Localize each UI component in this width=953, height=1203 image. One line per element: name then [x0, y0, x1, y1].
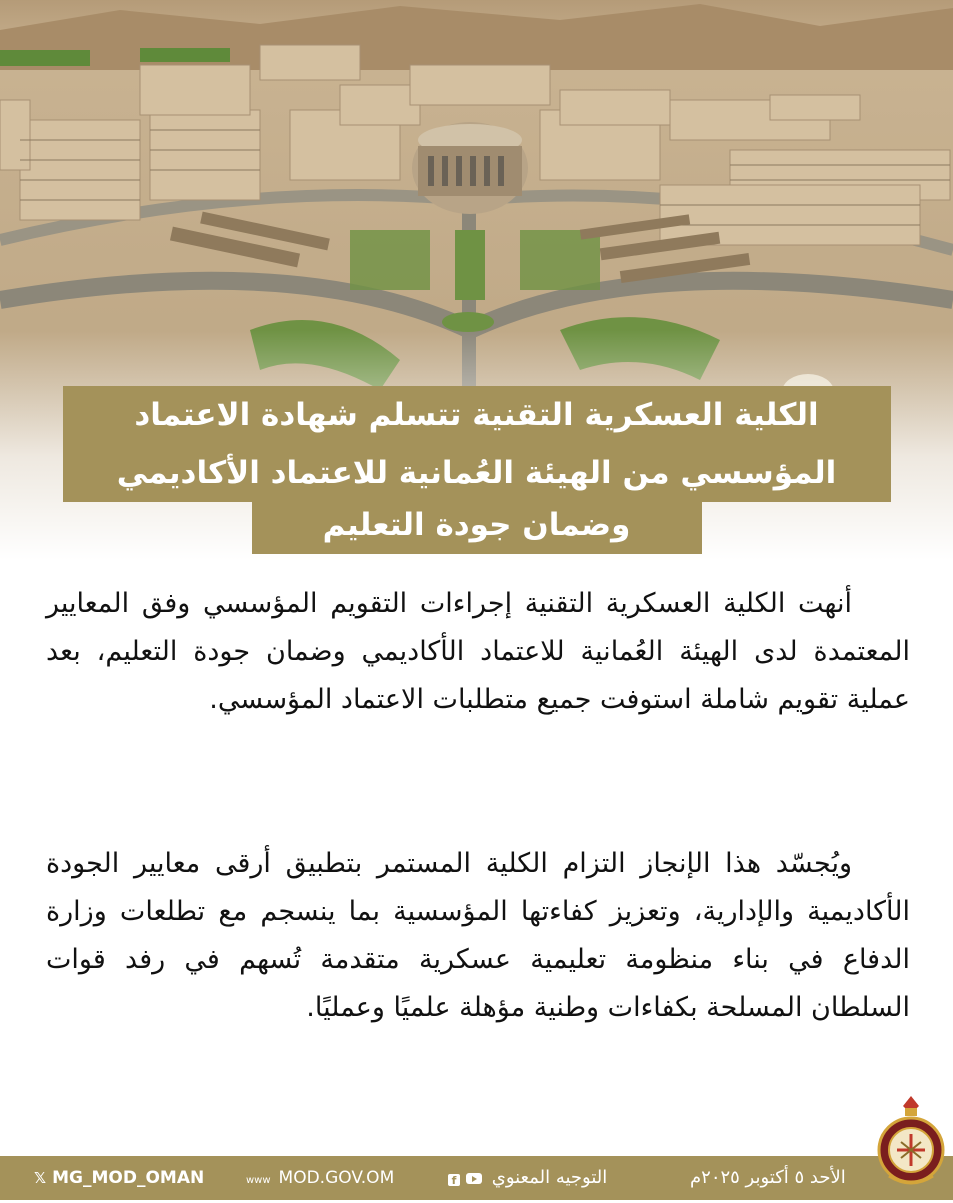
emblem-icon: [875, 1094, 947, 1194]
website-link[interactable]: [246, 1156, 394, 1200]
x-icon: 𝕏: [34, 1169, 47, 1187]
facebook-icon[interactable]: f: [448, 1174, 460, 1186]
headline-banner: [0, 386, 953, 554]
media-accounts[interactable]: [448, 1156, 607, 1200]
body-paragraph-1: أنهت الكلية العسكرية التقنية إجراءات التقويم المؤسسي وفق المعايير المعتمدة لدى الهيئة العُمانية للاعتماد الأكاديمي وضمان جودة التعليم، بعد عملية تقويم شاملة استوفت جميع متطلبات الاعتماد المؤسسي.: [46, 588, 910, 715]
headline-line-1: الكلية العسكرية التقنية تتسلم شهادة الاعتماد: [63, 386, 891, 444]
headline-line-2: المؤسسي من الهيئة العُمانية للاعتماد الأكاديمي: [63, 444, 891, 502]
website-text: MOD.GOV.OM: [278, 1168, 395, 1188]
youtube-icon[interactable]: [466, 1173, 482, 1184]
body-paragraph-2: ويُجسّد هذا الإنجاز التزام الكلية المستمر بتطبيق أرقى معايير الجودة الأكاديمية والإدارية، وتعزيز كفاءتها المؤسسية بما ينسجم مع تطلعات وزارة الدفاع في بناء منظومة تعليمية عسكرية متقدمة تُسهم في رفد قوات السلطان المسلحة بكفاءات وطنية مؤهلة علميًا وعمليًا.: [46, 848, 910, 1023]
x-account[interactable]: [34, 1156, 204, 1200]
footer-bar: [0, 1156, 953, 1200]
headline-line-3: وضمان جودة التعليم: [252, 502, 702, 554]
x-handle: MG_MOD_OMAN: [52, 1168, 205, 1188]
publish-date: الأحد ٥ أكتوبر ٢٠٢٥م: [690, 1167, 846, 1188]
www-prefix: www: [246, 1175, 271, 1186]
media-label: التوجيه المعنوي: [491, 1167, 608, 1188]
